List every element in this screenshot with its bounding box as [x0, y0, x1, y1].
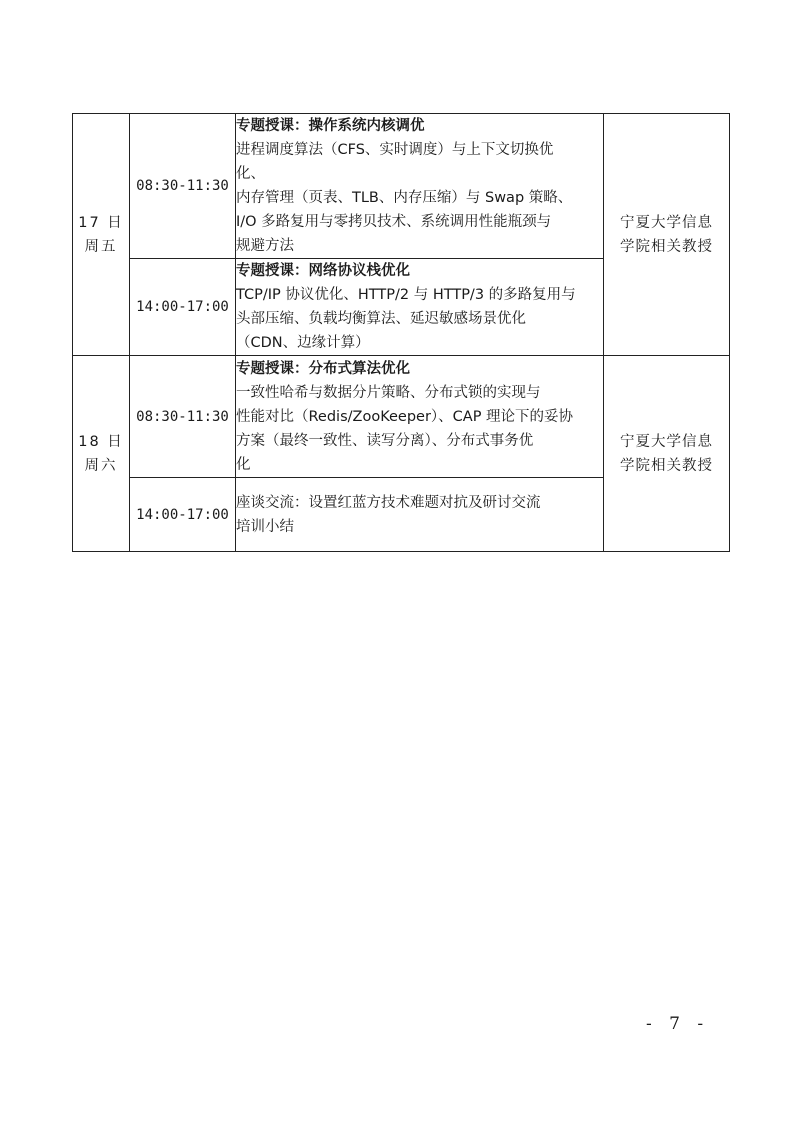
schedule-table — [72, 113, 730, 552]
teacher-cell — [604, 356, 730, 552]
session-line: 内存管理（页表、TLB、内存压缩）与 Swap 策略、 — [236, 190, 573, 206]
session-line: 头部压缩、负载均衡算法、延迟敏感场景优化 — [236, 311, 526, 327]
session-time: 14:00-17:00 — [130, 478, 236, 552]
session-time: 08:30-11:30 — [130, 114, 236, 259]
session-content — [236, 356, 604, 478]
session-line: I/O 多路复用与零拷贝技术、系统调用性能瓶颈与 — [236, 214, 552, 230]
session-time: 14:00-17:00 — [130, 259, 236, 356]
session-line: 化、 — [236, 166, 265, 182]
table-row — [73, 356, 730, 478]
day-date: 17 日 — [78, 214, 124, 231]
table-row — [73, 114, 730, 259]
session-title: 专题授课：网络协议栈优化 — [236, 263, 410, 279]
session-line: 性能对比（Redis/ZooKeeper）、CAP 理论下的妥协 — [236, 408, 574, 425]
session-line: 座谈交流：设置红蓝方技术难题对抗及研讨交流 — [236, 494, 541, 511]
session-content — [236, 114, 604, 259]
teacher-line: 宁夏大学信息 — [620, 214, 713, 231]
day-weekday: 周五 — [84, 238, 118, 255]
day-cell — [73, 114, 130, 356]
session-time: 08:30-11:30 — [130, 356, 236, 478]
session-line: 规避方法 — [236, 238, 294, 254]
session-line: 进程调度算法（CFS、实时调度）与上下文切换优 — [236, 142, 554, 158]
teacher-cell — [604, 114, 730, 356]
page-number: - 7 - — [646, 1014, 710, 1034]
session-line: 一致性哈希与数据分片策略、分布式锁的实现与 — [236, 384, 541, 401]
session-line: 化 — [236, 456, 251, 473]
teacher-line: 学院相关教授 — [620, 238, 713, 255]
session-title: 专题授课：分布式算法优化 — [236, 360, 410, 377]
session-line: 培训小结 — [236, 518, 294, 535]
session-title: 专题授课：操作系统内核调优 — [236, 118, 425, 134]
day-date: 18 日 — [78, 433, 124, 450]
session-line: （CDN、边缘计算） — [236, 335, 370, 351]
session-content — [236, 259, 604, 356]
session-line: TCP/IP 协议优化、HTTP/2 与 HTTP/3 的多路复用与 — [236, 287, 576, 303]
day-cell — [73, 356, 130, 552]
session-line: 方案（最终一致性、读写分离）、分布式事务优 — [236, 432, 534, 449]
day-weekday: 周六 — [84, 457, 118, 474]
teacher-line: 学院相关教授 — [620, 457, 713, 474]
teacher-line: 宁夏大学信息 — [620, 433, 713, 450]
session-content — [236, 478, 604, 552]
